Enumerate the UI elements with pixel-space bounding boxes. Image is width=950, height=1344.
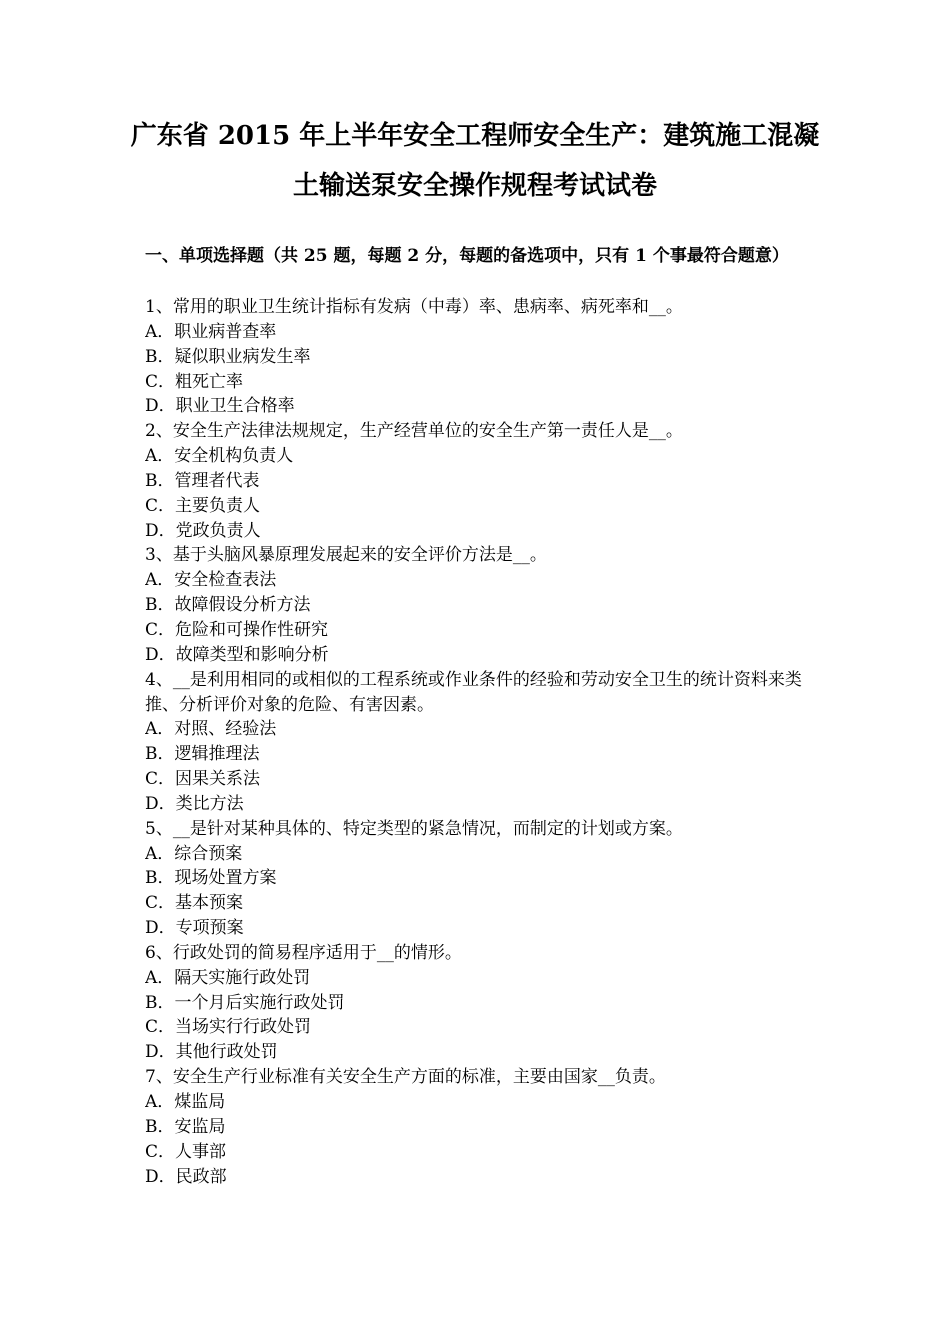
question-stem: 2、安全生产法律法规规定，生产经营单位的安全生产第一责任人是__。 — [145, 421, 683, 442]
document-title-line-2: 土输送泵安全操作规程考试试卷 — [292, 171, 657, 201]
question-stem: 4、__是利用相同的或相似的工程系统或作业条件的经验和劳动安全卫生的统计资料来类推、分析评价对象的危险、有害因素。 — [145, 669, 802, 715]
answer-option: B．一个月后实施行政处罚 — [145, 992, 345, 1013]
answer-option: B．现场处置方案 — [145, 868, 277, 889]
answer-option: C．主要负责人 — [145, 495, 261, 516]
answer-option: B．安监局 — [145, 1116, 226, 1137]
answer-option: D．民政部 — [145, 1166, 227, 1187]
question-stem: 3、基于头脑风暴原理发展起来的安全评价方法是__。 — [145, 545, 547, 566]
answer-option: C．当场实行行政处罚 — [145, 1017, 312, 1038]
answer-option: A．对照、经验法 — [145, 719, 277, 740]
answer-option: C．基本预案 — [145, 893, 244, 914]
answer-option: C．危险和可操作性研究 — [145, 619, 329, 640]
question-stem: 7、安全生产行业标准有关安全生产方面的标准，主要由国家__负责。 — [145, 1067, 666, 1088]
answer-option: A．隔天实施行政处罚 — [145, 967, 311, 988]
question-stem: 6、行政处罚的简易程序适用于__的情形。 — [145, 942, 462, 963]
answer-option: D．其他行政处罚 — [145, 1042, 278, 1063]
answer-option: A．职业病普查率 — [145, 321, 277, 342]
answer-option: A．综合预案 — [145, 843, 243, 864]
answer-option: A．煤监局 — [145, 1092, 226, 1112]
answer-option: D．专项预案 — [145, 918, 244, 939]
answer-option: B．故障假设分析方法 — [145, 595, 311, 616]
answer-option: D．故障类型和影响分析 — [145, 644, 329, 665]
answer-option: B．管理者代表 — [145, 470, 260, 491]
section-heading: 一、单项选择题（共 25 题，每题 2 分，每题的备选项中，只有 1 个事最符合题意） — [145, 246, 789, 266]
answer-option: B．疑似职业病发生率 — [145, 346, 311, 367]
answer-option: A．安全检查表法 — [145, 570, 277, 591]
question-list — [145, 295, 815, 1189]
answer-option: D．党政负责人 — [145, 520, 261, 541]
document-title-line-1: 广东省 2015 年上半年安全工程师安全生产：建筑施工混凝 — [130, 121, 820, 151]
answer-option: D．职业卫生合格率 — [145, 396, 295, 417]
answer-option: D．类比方法 — [145, 793, 244, 814]
question-stem: 5、__是针对某种具体的、特定类型的紧急情况，而制定的计划或方案。 — [145, 818, 683, 839]
answer-option: A．安全机构负责人 — [145, 446, 294, 467]
question-stem: 1、常用的职业卫生统计指标有发病（中毒）率、患病率、病死率和__。 — [145, 297, 683, 317]
answer-option: C．人事部 — [145, 1141, 227, 1162]
answer-option: C．粗死亡率 — [145, 371, 244, 392]
answer-option: B．逻辑推理法 — [145, 744, 260, 765]
answer-option: C．因果关系法 — [145, 769, 261, 790]
